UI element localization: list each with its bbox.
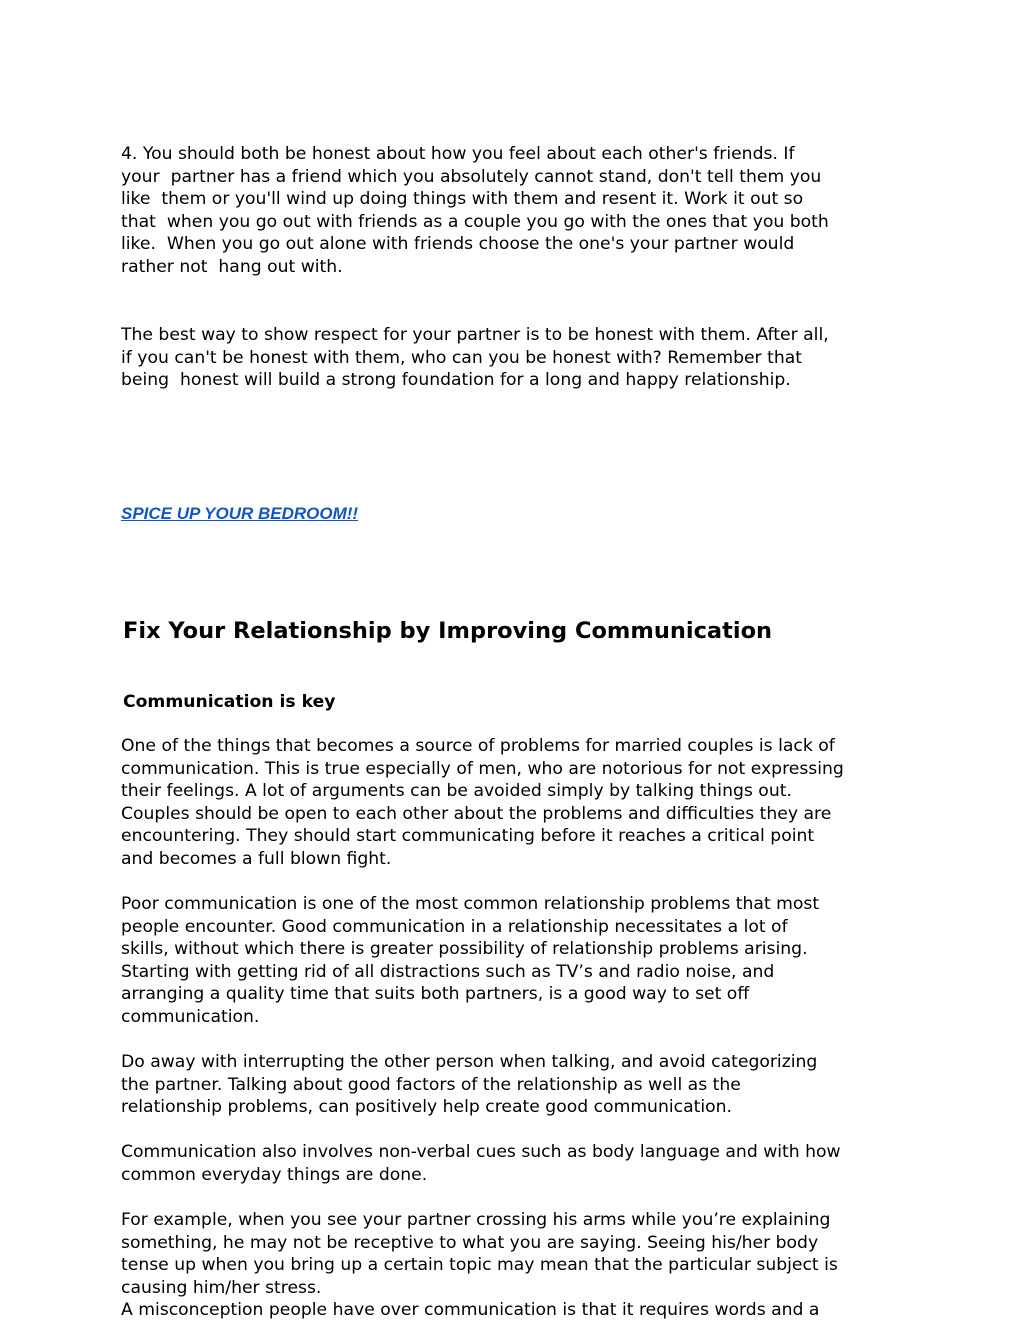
section-subtitle: Communication is key: [123, 692, 336, 712]
page-title: Fix Your Relationship by Improving Communication: [123, 618, 773, 644]
paragraph-poor-communication: Poor communication is one of the most common relationship problems that most people encounter. Good communication in a relationship necessitates a lot of skills, without which there is greater possibility of relationship problems arising. Starting with getting rid of all distractions such as TV’s and radio noise, and arranging a quality time that suits both partners, is a good way to set off communication.: [121, 894, 820, 1027]
spice-up-link[interactable]: SPICE UP YOUR BEDROOM!!: [121, 504, 359, 523]
paragraph-interrupting: Do away with interrupting the other person when talking, and avoid categorizing the partner. Talking about good factors of the relationship as well as the relationship problems, can positively help create good communication.: [121, 1052, 818, 1117]
paragraph-key-intro: One of the things that becomes a source of problems for married couples is lack of communication. This is true especially of men, who are notorious for not expressing their feelings. A lot of arguments can be avoided simply by talking things out. Couples should be open to each other about the problems and difficulties they are encountering. They should start communicating before it reaches a critical point and becomes a full blown fight.: [121, 736, 844, 869]
paragraph-respect: The best way to show respect for your partner is to be honest with them. After all, if you can't be honest with them, who can you be honest with? Remember that being honest will build a strong foundation for a long and happy relationship.: [121, 325, 829, 390]
paragraph-nonverbal: Communication also involves non-verbal cues such as body language and with how common everyday things are done.: [121, 1142, 841, 1185]
paragraph-example: For example, when you see your partner crossing his arms while you’re explaining something, he may not be receptive to what you are saying. Seeing his/her body tense up when you bring up a certain topic may mean that the particular subject is causing him/her stress. A misconception people have over communication is that it requires words and a: [121, 1210, 838, 1320]
paragraph-friends: 4. You should both be honest about how you feel about each other's friends. If your partner has a friend which you absolutely cannot stand, don't tell them you like them or you'll wind up doing things with them and resent it. Work it out so that when you go out with friends as a couple you go with the ones that you both like. When you go out alone with friends choose the one's your partner would rather not hang out with.: [121, 144, 829, 277]
